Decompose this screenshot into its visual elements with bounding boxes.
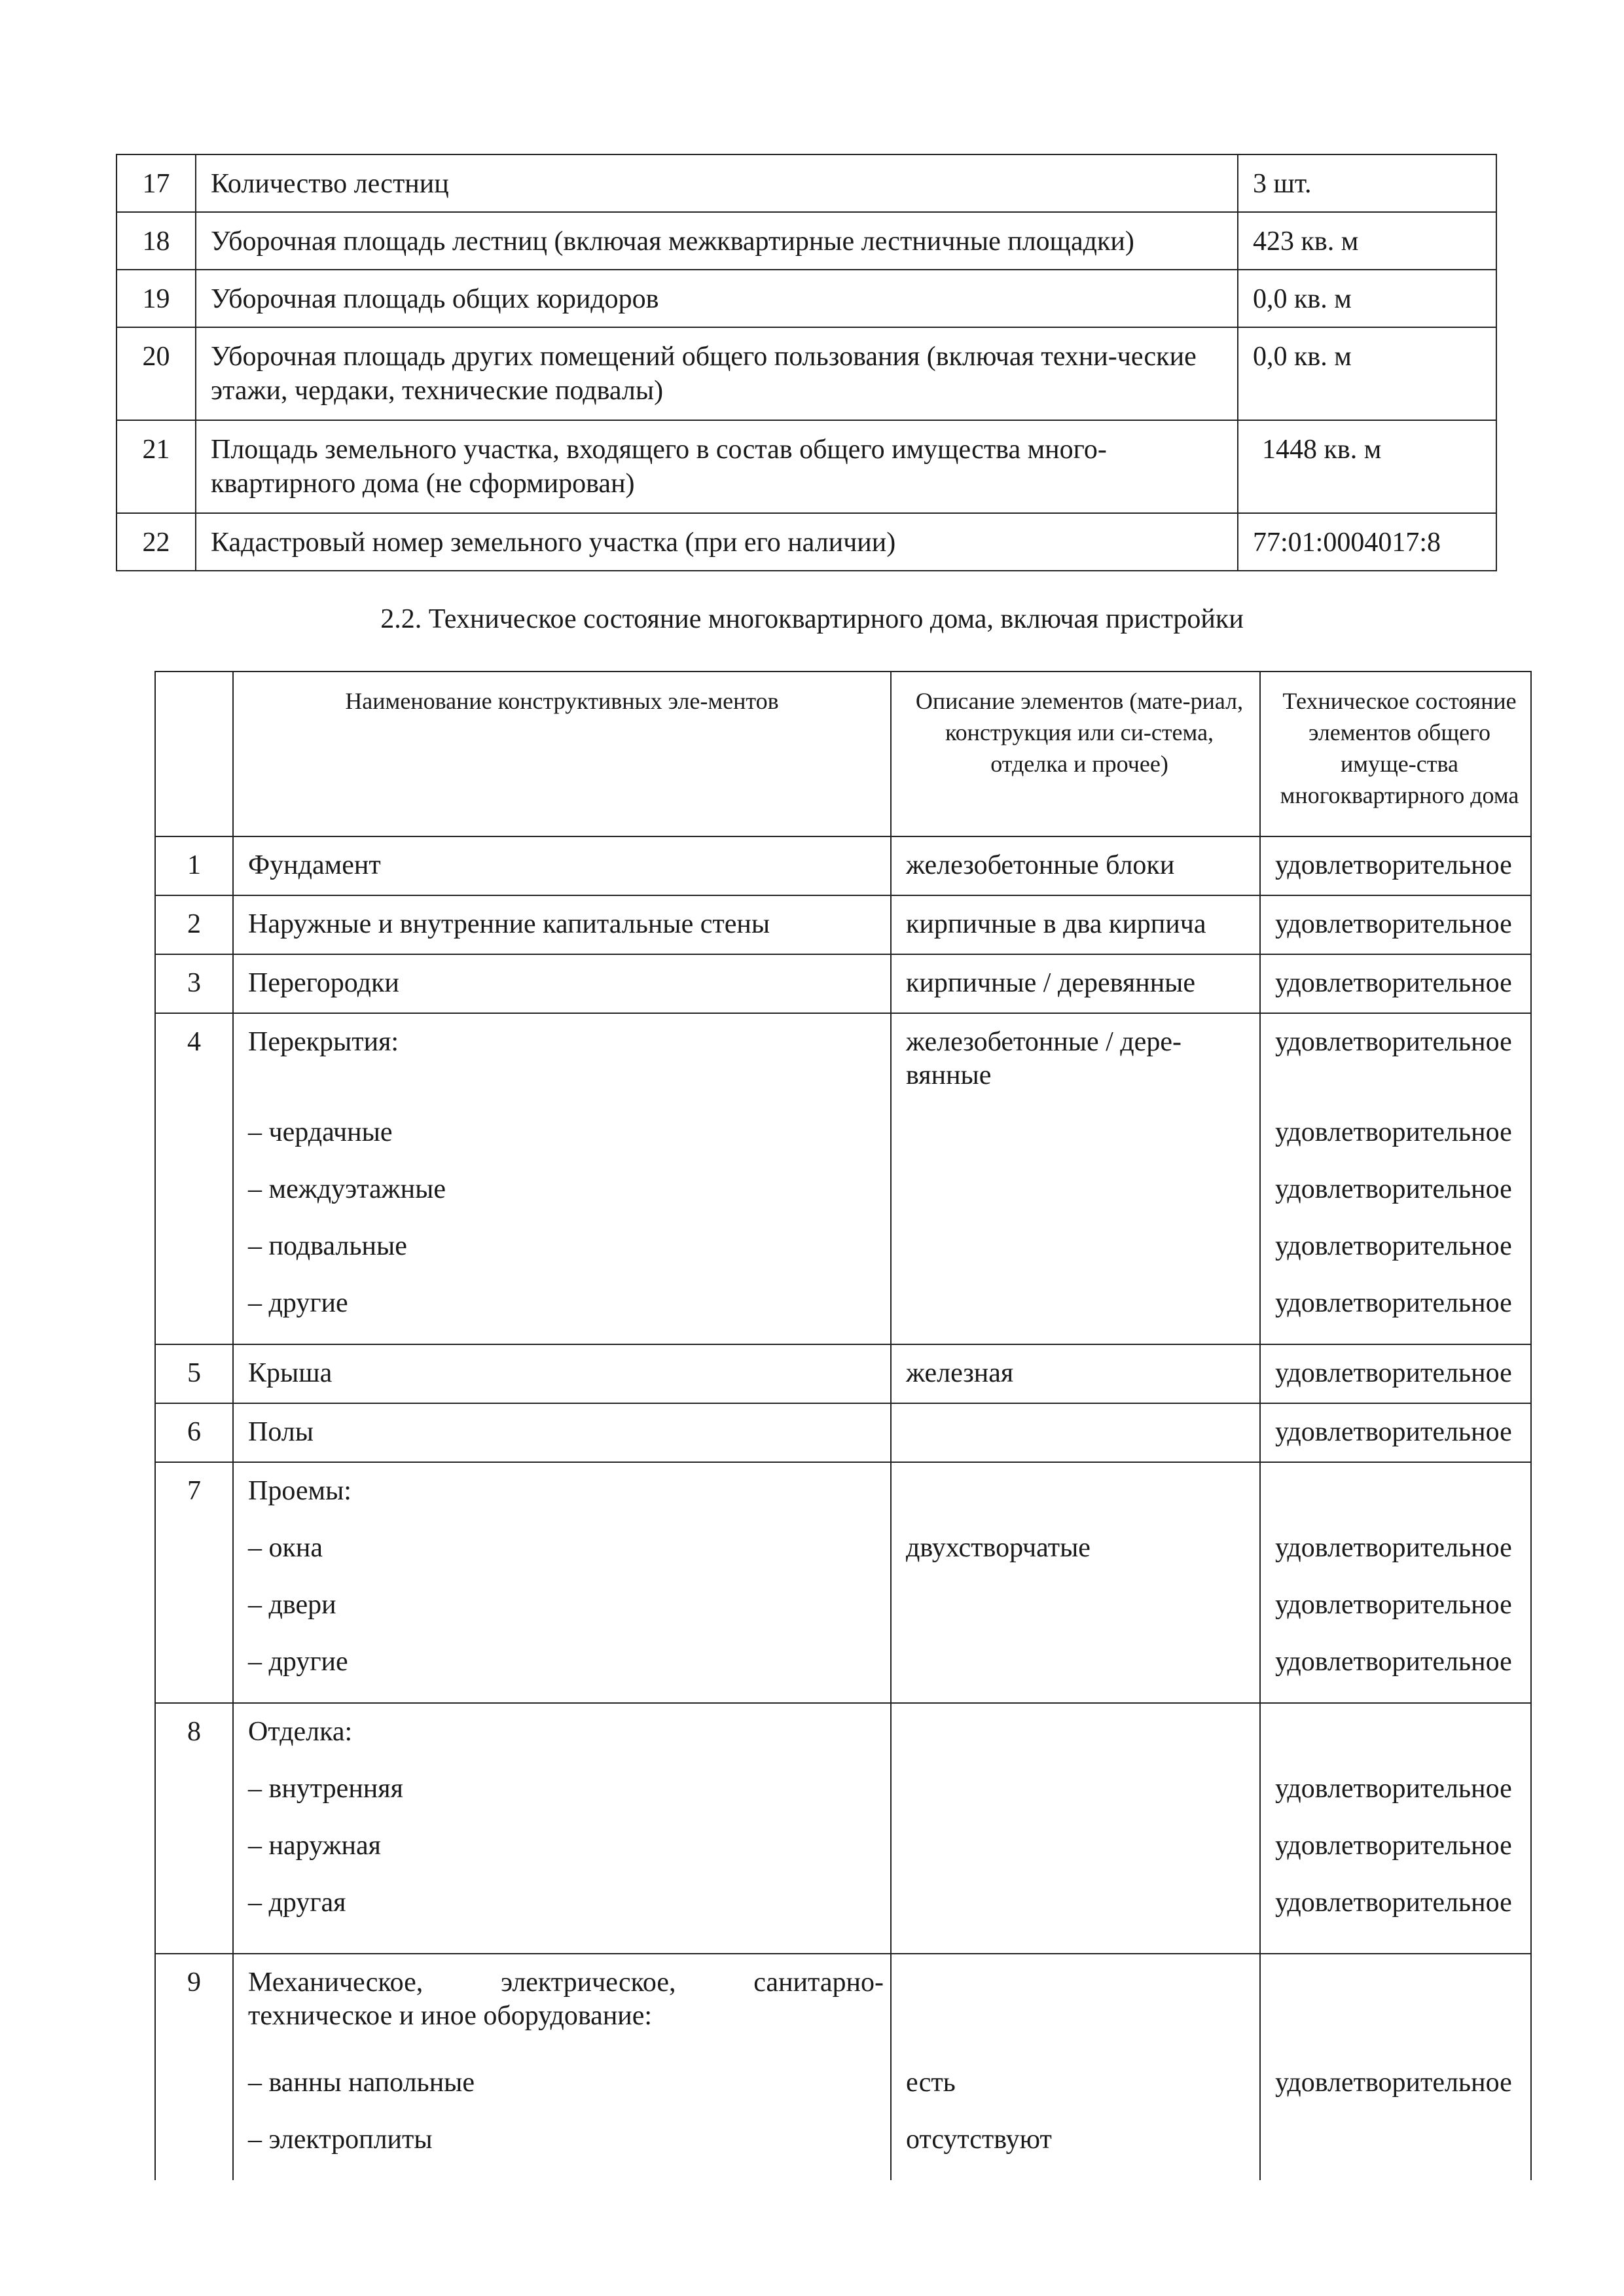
row-number: 4	[155, 1013, 233, 1344]
element-name: Отделка:	[248, 1717, 353, 1747]
sub-element-name: – другие	[248, 1647, 348, 1677]
element-condition: удовлетворительное	[1260, 836, 1531, 895]
table-header-row	[155, 672, 1531, 836]
element-description	[891, 1703, 1260, 1954]
row-number: 3	[155, 954, 233, 1013]
row-number: 22	[117, 513, 196, 571]
sub-element-name: – внутренняя	[248, 1774, 403, 1804]
element-condition-group	[1260, 1703, 1531, 1954]
sub-element-description: отсутствуют	[906, 2125, 1052, 2155]
element-name-group	[233, 1703, 891, 1954]
element-name: Механическое, электрическое, санитарно-техническое и иное оборудование:	[248, 1967, 884, 2031]
element-condition-group	[1260, 1954, 1531, 2180]
row-value: 0,0 кв. м	[1238, 327, 1496, 420]
sub-element-condition: удовлетворительное	[1275, 1831, 1512, 1861]
table-row	[117, 212, 1496, 270]
sub-element-condition: удовлетворительное	[1275, 1288, 1512, 1318]
element-condition: удовлетворительное	[1260, 1344, 1531, 1403]
element-condition	[1275, 1475, 1524, 1532]
table-row	[117, 270, 1496, 327]
sub-element-description: есть	[906, 2068, 956, 2098]
row-number: 19	[117, 270, 196, 327]
sub-element-name: – другая	[248, 1888, 346, 1918]
row-number: 21	[117, 420, 196, 513]
row-label: Уборочная площадь лестниц (включая межквартирные лестничные площадки)	[196, 212, 1238, 270]
element-condition: удовлетворительное	[1260, 954, 1531, 1013]
element-description	[906, 1475, 1253, 1532]
element-condition: удовлетворительное	[1275, 1027, 1512, 1057]
table-row	[155, 1703, 1531, 1954]
sub-element-condition: удовлетворительное	[1275, 1231, 1512, 1261]
element-condition: удовлетворительное	[1260, 1403, 1531, 1462]
element-description	[891, 1403, 1260, 1462]
row-number: 17	[117, 154, 196, 212]
element-description-group	[891, 1462, 1260, 1703]
table-row	[117, 513, 1496, 571]
table-row	[155, 954, 1531, 1013]
row-number: 18	[117, 212, 196, 270]
table-row	[155, 1344, 1531, 1403]
sub-element-condition: удовлетворительное	[1275, 1533, 1512, 1563]
header-technical-condition: Техническое состояние элементов общего имуще-ства многоквартирного дома	[1260, 672, 1531, 836]
element-description: железобетонные блоки	[891, 836, 1260, 895]
row-value: 1448 кв. м	[1238, 420, 1496, 513]
sub-element-description	[906, 1588, 1253, 1645]
sub-element-description: двухстворчатые	[906, 1533, 1091, 1563]
sub-element-condition: удовлетворительное	[1275, 1590, 1512, 1620]
sub-element-name: – чердачные	[248, 1117, 393, 1147]
table-row	[117, 154, 1496, 212]
element-name-group	[233, 1462, 891, 1703]
table-row	[155, 836, 1531, 895]
row-value: 423 кв. м	[1238, 212, 1496, 270]
table-row	[117, 327, 1496, 420]
element-description-group	[891, 1954, 1260, 2180]
row-number: 9	[155, 1954, 233, 2180]
sub-element-name: – наружная	[248, 1831, 381, 1861]
element-description: кирпичные в два кирпича	[891, 895, 1260, 954]
table-row	[155, 1403, 1531, 1462]
row-label: Уборочная площадь других помещений общего пользования (включая техни-ческие этажи, чердаки, технические подвалы)	[196, 327, 1238, 420]
sub-element-condition: удовлетворительное	[1275, 2068, 1512, 2098]
row-value: 77:01:0004017:8	[1238, 513, 1496, 571]
element-name: Крыша	[233, 1344, 891, 1403]
header-element-name: Наименование конструктивных эле-ментов	[233, 672, 891, 836]
building-parameters-table	[116, 154, 1497, 571]
row-number: 1	[155, 836, 233, 895]
element-condition	[1275, 1966, 1524, 2066]
row-label: Кадастровый номер земельного участка (при его наличии)	[196, 513, 1238, 571]
element-condition-group	[1260, 1013, 1531, 1344]
header-number	[155, 672, 233, 836]
table-row	[155, 1954, 1531, 2180]
element-name: Фундамент	[233, 836, 891, 895]
row-number: 5	[155, 1344, 233, 1403]
element-name: Полы	[233, 1403, 891, 1462]
table-row	[155, 1013, 1531, 1344]
element-condition	[1275, 1715, 1524, 1772]
element-name: Перегородки	[233, 954, 891, 1013]
sub-element-condition	[1275, 2123, 1524, 2180]
row-value: 0,0 кв. м	[1238, 270, 1496, 327]
sub-element-description	[906, 1645, 1253, 1702]
sub-element-condition: удовлетворительное	[1275, 1774, 1512, 1804]
sub-element-name: – междуэтажные	[248, 1174, 446, 1204]
element-name-group	[233, 1954, 891, 2180]
sub-element-name: – электроплиты	[248, 2125, 433, 2155]
element-name: Проемы:	[248, 1476, 352, 1506]
element-condition-group	[1260, 1462, 1531, 1703]
element-description	[906, 1966, 1253, 2066]
element-name-group	[233, 1013, 891, 1344]
sub-element-condition: удовлетворительное	[1275, 1174, 1512, 1204]
row-label: Уборочная площадь общих коридоров	[196, 270, 1238, 327]
row-number: 8	[155, 1703, 233, 1954]
row-number: 7	[155, 1462, 233, 1703]
sub-element-name: – другие	[248, 1288, 348, 1318]
row-label: Площадь земельного участка, входящего в состав общего имущества много-квартирного дома (не сформирован)	[196, 420, 1238, 513]
table-row	[155, 895, 1531, 954]
sub-element-condition: удовлетворительное	[1275, 1647, 1512, 1677]
sub-element-name: – ванны напольные	[248, 2068, 475, 2098]
sub-element-condition: удовлетворительное	[1275, 1888, 1512, 1918]
row-number: 6	[155, 1403, 233, 1462]
sub-element-name: – окна	[248, 1533, 323, 1563]
table-row	[117, 420, 1496, 513]
table-row	[155, 1462, 1531, 1703]
sub-element-name: – двери	[248, 1590, 336, 1620]
section-heading: 2.2. Техническое состояние многоквартирного дома, включая пристройки	[380, 604, 1244, 634]
technical-condition-table	[154, 671, 1532, 2180]
element-description: железная	[891, 1344, 1260, 1403]
row-number: 2	[155, 895, 233, 954]
sub-element-name: – подвальные	[248, 1231, 407, 1261]
row-number: 20	[117, 327, 196, 420]
row-value: 3 шт.	[1238, 154, 1496, 212]
row-label: Количество лестниц	[196, 154, 1238, 212]
element-name: Перекрытия:	[248, 1027, 399, 1057]
element-description: железобетонные / дере-вянные	[891, 1013, 1260, 1344]
sub-element-condition: удовлетворительное	[1275, 1117, 1512, 1147]
header-element-description: Описание элементов (мате-риал, конструкция или си-стема, отделка и прочее)	[891, 672, 1260, 836]
element-description: кирпичные / деревянные	[891, 954, 1260, 1013]
element-name: Наружные и внутренние капитальные стены	[233, 895, 891, 954]
element-condition: удовлетворительное	[1260, 895, 1531, 954]
